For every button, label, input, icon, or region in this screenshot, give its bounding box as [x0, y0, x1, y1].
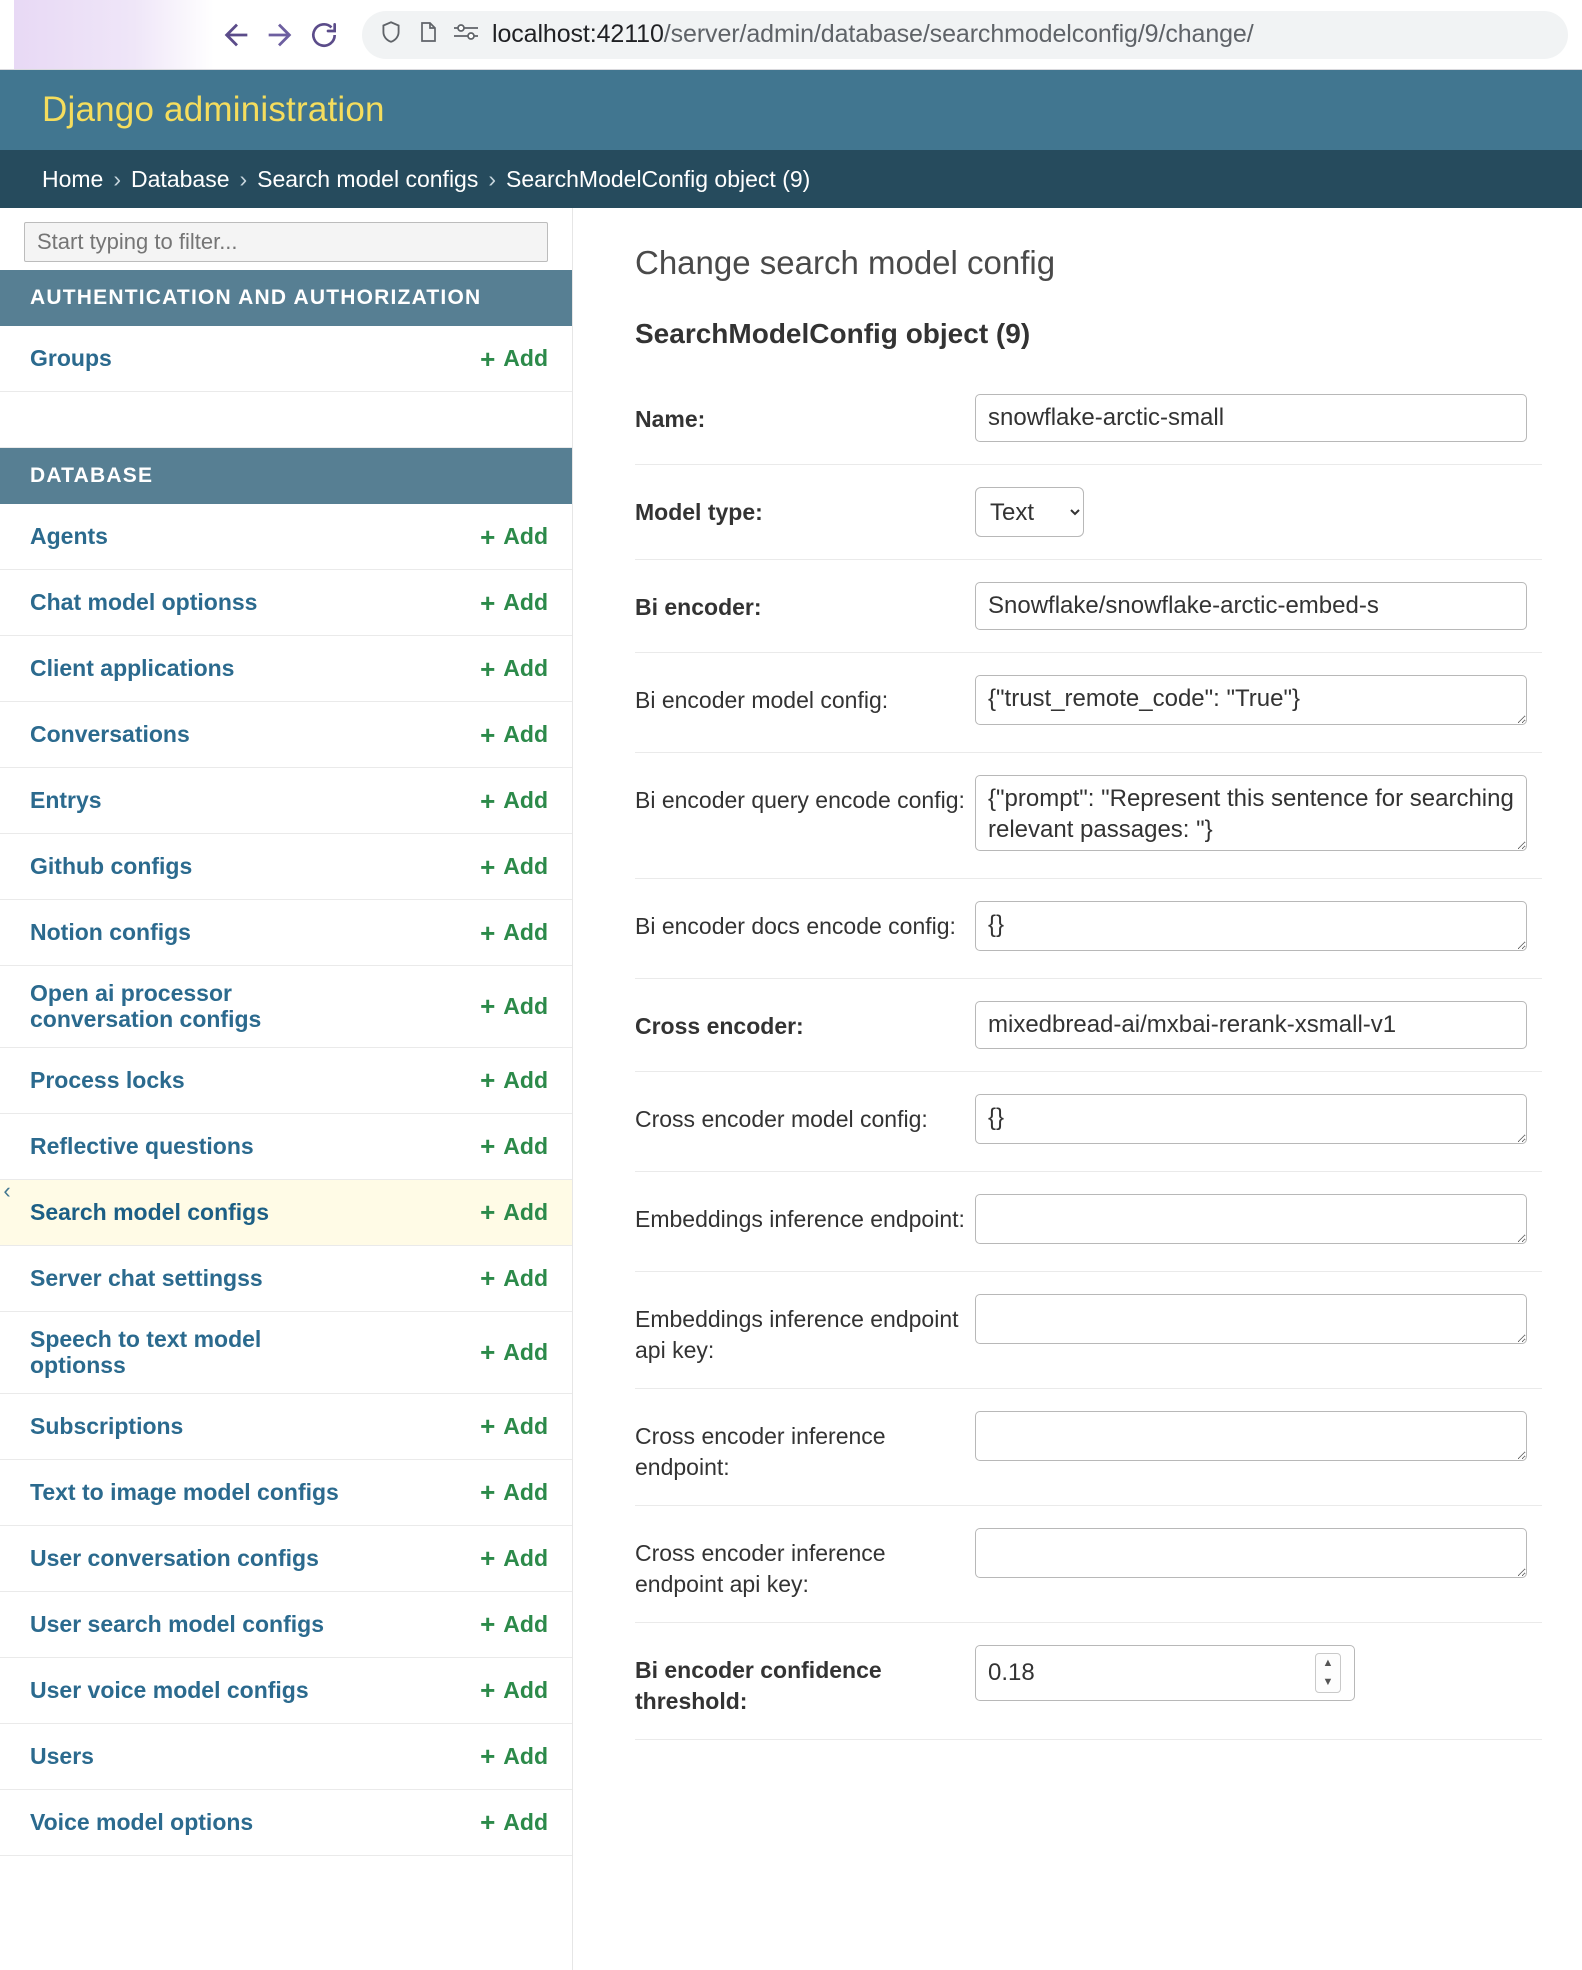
form-row-cross-encoder-inference-endpoint: [635, 1389, 1542, 1506]
plus-icon: +: [480, 1197, 496, 1228]
sidebar-item-label[interactable]: Voice model options: [30, 1809, 254, 1836]
sidebar-add-link[interactable]: [480, 523, 548, 550]
sidebar-item-chat-model-optionss[interactable]: [0, 570, 572, 636]
sidebar-item-server-chat-settingss[interactable]: [0, 1246, 572, 1312]
plus-icon: +: [480, 1807, 496, 1838]
plus-icon: +: [480, 1263, 496, 1294]
field-label-bi-encoder-model-config: Bi encoder model config:: [635, 687, 889, 713]
sidebar-add-label: Add: [503, 853, 548, 879]
sidebar-item-label[interactable]: Server chat settingss: [30, 1265, 263, 1292]
plus-icon: +: [480, 1675, 496, 1706]
arrow-right-icon: [263, 18, 297, 52]
page-body: [0, 208, 1582, 1970]
field-wrapper-cross-encoder: [975, 1001, 1542, 1049]
sidebar-item-user-voice-model-configs[interactable]: [0, 1658, 572, 1724]
form-row-name: [635, 372, 1542, 465]
sidebar-add-link[interactable]: [480, 1677, 548, 1704]
sidebar-add-label: Add: [503, 1132, 548, 1159]
form-row-bi-encoder: [635, 560, 1542, 653]
sidebar-add-label: Add: [503, 589, 548, 615]
sidebar-item-text-to-image-model-configs[interactable]: [0, 1460, 572, 1526]
arrow-left-icon: [219, 18, 253, 52]
form-row-embeddings-inference-endpoint-api-key: [635, 1272, 1542, 1389]
field-label-bi-encoder-docs-encode-config: Bi encoder docs encode config:: [635, 913, 956, 939]
sidebar-item-label[interactable]: Process locks: [30, 1067, 185, 1094]
sidebar-item-label[interactable]: Github configs: [30, 853, 193, 880]
sidebar-add-label: Add: [503, 1198, 548, 1225]
plus-icon: +: [480, 1411, 496, 1442]
form-row-cross-encoder-model-config: [635, 1072, 1542, 1172]
sidebar-add-label: Add: [503, 1544, 548, 1571]
page-icon: [416, 19, 440, 50]
sidebar-add-label: Add: [503, 1676, 548, 1703]
site-header: [0, 70, 1582, 150]
textarea-cross-encoder-inference-endpoint-api-key[interactable]: [975, 1528, 1527, 1578]
plus-icon: +: [480, 785, 496, 816]
breadcrumb-item-1[interactable]: Home: [42, 165, 104, 192]
sidebar-add-link[interactable]: [480, 345, 548, 372]
sidebar-item-search-model-configs[interactable]: [0, 1180, 572, 1246]
field-wrapper-cross-encoder-model-config: [975, 1094, 1542, 1149]
field-label-cross-encoder-inference-endpoint-api-key: Cross encoder inference endpoint api key:: [635, 1540, 886, 1598]
site-title[interactable]: Django administration: [42, 90, 385, 129]
sidebar-item-label[interactable]: Chat model optionss: [30, 589, 258, 616]
sidebar-collapse-toggle[interactable]: [0, 1173, 14, 1209]
back-button[interactable]: [214, 13, 258, 57]
breadcrumb-item-2[interactable]: Database: [131, 165, 230, 192]
field-wrapper-bi-encoder-docs-encode-config: [975, 901, 1542, 956]
plus-icon: +: [480, 719, 496, 750]
input-cross-encoder[interactable]: [975, 1001, 1527, 1049]
sidebar-item-label[interactable]: Entrys: [30, 787, 102, 814]
toolbar-gradient-decoration: [14, 0, 214, 69]
form-row-bi-encoder-docs-encode-config: [635, 879, 1542, 979]
textarea-bi-encoder-model-config[interactable]: [975, 675, 1527, 725]
address-bar[interactable]: [362, 11, 1568, 59]
sidebar-app-caption[interactable]: AUTHENTICATION AND AUTHORIZATION: [0, 270, 572, 326]
url-host: localhost:42110: [492, 20, 664, 48]
textarea-cross-encoder-inference-endpoint[interactable]: [975, 1411, 1527, 1461]
sidebar-item-client-applications[interactable]: [0, 636, 572, 702]
chevron-down-icon[interactable]: ▼: [1322, 1676, 1334, 1689]
sidebar-item-label[interactable]: Client applications: [30, 655, 235, 682]
sidebar-add-link[interactable]: [480, 787, 548, 814]
sidebar: [0, 208, 573, 1970]
page-title: Change search model config: [635, 244, 1056, 281]
plus-icon: +: [480, 1477, 496, 1508]
sidebar-add-link[interactable]: [480, 1339, 548, 1366]
sidebar-add-link[interactable]: [480, 1413, 548, 1440]
browser-toolbar: [0, 0, 1582, 70]
sidebar-item-agents[interactable]: [0, 504, 572, 570]
sidebar-add-link[interactable]: [480, 655, 548, 682]
field-label-bi-encoder: Bi encoder:: [635, 594, 762, 620]
field-label-embeddings-inference-endpoint-api-key: Embeddings inference endpoint api key:: [635, 1306, 959, 1364]
field-wrapper-cross-encoder-inference-endpoint: [975, 1411, 1542, 1466]
sidebar-add-link[interactable]: [480, 853, 548, 880]
form-row-bi-encoder-query-encode-config: [635, 753, 1542, 879]
sidebar-item-user-search-model-configs[interactable]: [0, 1592, 572, 1658]
textarea-embeddings-inference-endpoint[interactable]: [975, 1194, 1527, 1244]
textarea-bi-encoder-query-encode-config[interactable]: [975, 775, 1527, 851]
sidebar-add-label: Add: [503, 1478, 548, 1505]
breadcrumb-separator: ›: [488, 165, 497, 192]
form-row-bi-encoder-confidence-threshold: [635, 1623, 1542, 1740]
sidebar-add-link[interactable]: [480, 1265, 548, 1292]
field-label-model-type: Model type:: [635, 499, 763, 525]
sidebar-add-label: Add: [503, 1808, 548, 1835]
sidebar-add-label: Add: [503, 1742, 548, 1769]
sidebar-item-github-configs[interactable]: [0, 834, 572, 900]
field-label-bi-encoder-query-encode-config: Bi encoder query encode config:: [635, 787, 965, 813]
main-content: [573, 208, 1582, 1970]
sidebar-item-notion-configs[interactable]: [0, 900, 572, 966]
sidebar-add-link[interactable]: [480, 919, 548, 946]
textarea-cross-encoder-model-config[interactable]: [975, 1094, 1527, 1144]
sidebar-add-link[interactable]: [480, 1199, 548, 1226]
sidebar-item-label[interactable]: Notion configs: [30, 919, 191, 946]
plus-icon: +: [480, 1131, 496, 1162]
chevron-left-icon: ‹: [3, 1178, 11, 1203]
sidebar-item-process-locks[interactable]: [0, 1048, 572, 1114]
sidebar-add-label: Add: [503, 655, 548, 681]
plus-icon: +: [480, 653, 496, 684]
sidebar-item-label[interactable]: User conversation configs: [30, 1545, 319, 1572]
breadcrumb: [0, 150, 1582, 208]
chevron-up-icon[interactable]: ▲: [1322, 1657, 1334, 1670]
reload-button[interactable]: [302, 13, 346, 57]
sidebar-add-link[interactable]: [480, 1545, 548, 1572]
sidebar-item-conversations[interactable]: [0, 702, 572, 768]
sidebar-add-link[interactable]: [480, 1067, 548, 1094]
sidebar-item-label[interactable]: Subscriptions: [30, 1413, 184, 1440]
sidebar-item-label[interactable]: Agents: [30, 523, 108, 550]
sidebar-item-label[interactable]: Groups: [30, 345, 112, 372]
field-wrapper-name: [975, 394, 1542, 442]
sidebar-add-link[interactable]: [480, 1133, 548, 1160]
field-wrapper-embeddings-inference-endpoint-api-key: [975, 1294, 1542, 1349]
plus-icon: +: [480, 1065, 496, 1096]
field-wrapper-bi-encoder: [975, 582, 1542, 630]
plus-icon: +: [480, 587, 496, 618]
plus-icon: +: [480, 1609, 496, 1640]
sidebar-add-label: Add: [503, 992, 548, 1019]
field-wrapper-bi-encoder-query-encode-config: [975, 775, 1542, 856]
field-wrapper-bi-encoder-confidence-threshold: [975, 1645, 1542, 1701]
sidebar-add-link[interactable]: [480, 1479, 548, 1506]
field-label-cross-encoder-inference-endpoint: Cross encoder inference endpoint:: [635, 1423, 886, 1481]
sidebar-add-link[interactable]: [480, 721, 548, 748]
sidebar-add-label: Add: [503, 345, 548, 371]
sidebar-add-label: Add: [503, 1412, 548, 1439]
sidebar-add-label: Add: [503, 919, 548, 945]
breadcrumb-separator: ›: [113, 165, 122, 192]
sidebar-app-caption[interactable]: DATABASE: [0, 448, 572, 504]
form-row-embeddings-inference-endpoint: [635, 1172, 1542, 1272]
sidebar-item-speech-to-text-model-optionss[interactable]: [0, 1312, 572, 1394]
sidebar-item-label[interactable]: Reflective questions: [30, 1133, 254, 1160]
number-stepper-bi-encoder-confidence-threshold[interactable]: [1315, 1653, 1341, 1693]
sidebar-add-label: Add: [503, 1338, 548, 1365]
sidebar-add-label: Add: [503, 523, 548, 549]
select-model-type[interactable]: [975, 487, 1084, 537]
sidebar-item-label[interactable]: Conversations: [30, 721, 190, 748]
field-wrapper-embeddings-inference-endpoint: [975, 1194, 1542, 1249]
sidebar-item-label[interactable]: User search model configs: [30, 1611, 324, 1638]
plus-icon: +: [480, 991, 496, 1022]
sidebar-add-link[interactable]: [480, 1743, 548, 1770]
sidebar-add-link[interactable]: [480, 1809, 548, 1836]
shield-icon[interactable]: [378, 19, 404, 50]
breadcrumb-item-4: SearchModelConfig object (9): [506, 165, 811, 192]
permissions-icon[interactable]: [452, 21, 480, 48]
field-label-bi-encoder-confidence-threshold: Bi encoder confidence threshold:: [635, 1657, 882, 1715]
sidebar-item-open-ai-processor-conversation-configs[interactable]: [0, 966, 572, 1048]
form-row-cross-encoder-inference-endpoint-api-key: [635, 1506, 1542, 1623]
sidebar-add-label: Add: [503, 1264, 548, 1291]
textarea-embeddings-inference-endpoint-api-key[interactable]: [975, 1294, 1527, 1344]
sidebar-add-label: Add: [503, 721, 548, 747]
field-label-embeddings-inference-endpoint: Embeddings inference endpoint:: [635, 1206, 965, 1232]
sidebar-item-label[interactable]: Users: [30, 1743, 94, 1770]
sidebar-add-link[interactable]: [480, 993, 548, 1020]
reload-icon: [308, 19, 340, 51]
input-bi-encoder[interactable]: [975, 582, 1527, 630]
sidebar-item-user-conversation-configs[interactable]: [0, 1526, 572, 1592]
input-bi-encoder-confidence-threshold[interactable]: [975, 1645, 1355, 1701]
sidebar-add-label: Add: [503, 1066, 548, 1093]
number-wrapper-bi-encoder-confidence-threshold: [975, 1645, 1355, 1701]
field-wrapper-cross-encoder-inference-endpoint-api-key: [975, 1528, 1542, 1583]
sidebar-item-label[interactable]: Search model configs: [30, 1199, 270, 1226]
field-label-cross-encoder-model-config: Cross encoder model config:: [635, 1106, 928, 1132]
field-label-name: Name:: [635, 406, 706, 432]
form-row-cross-encoder: [635, 979, 1542, 1072]
breadcrumb-separator: ›: [239, 165, 248, 192]
plus-icon: +: [480, 1337, 496, 1368]
plus-icon: +: [480, 343, 496, 374]
sidebar-add-label: Add: [503, 787, 548, 813]
breadcrumb-item-3[interactable]: Search model configs: [257, 165, 479, 192]
sidebar-add-label: Add: [503, 1610, 548, 1637]
plus-icon: +: [480, 917, 496, 948]
textarea-bi-encoder-docs-encode-config[interactable]: [975, 901, 1527, 951]
address-bar-text: [492, 20, 1254, 49]
sidebar-group-spacer: [0, 392, 572, 448]
form-row-model-type: [635, 465, 1542, 560]
object-title: SearchModelConfig object (9): [635, 318, 1031, 349]
sidebar-item-voice-model-options[interactable]: [0, 1790, 572, 1856]
sidebar-item-subscriptions[interactable]: [0, 1394, 572, 1460]
field-label-cross-encoder: Cross encoder:: [635, 1013, 804, 1039]
sidebar-filter-container: [0, 208, 572, 270]
sidebar-item-entrys[interactable]: [0, 768, 572, 834]
form-row-bi-encoder-model-config: [635, 653, 1542, 753]
field-wrapper-bi-encoder-model-config: [975, 675, 1542, 730]
plus-icon: +: [480, 521, 496, 552]
plus-icon: +: [480, 851, 496, 882]
url-path: /server/admin/database/searchmodelconfig/9/change/: [663, 20, 1254, 48]
sidebar-item-groups[interactable]: [0, 326, 572, 392]
sidebar-item-label[interactable]: Open ai processor conversation configs: [30, 980, 262, 1033]
sidebar-item-reflective-questions[interactable]: [0, 1114, 572, 1180]
sidebar-item-label[interactable]: Speech to text model optionss: [30, 1325, 262, 1379]
change-form: [635, 372, 1542, 1740]
sidebar-item-label[interactable]: User voice model configs: [30, 1677, 309, 1704]
plus-icon: +: [480, 1543, 496, 1574]
field-wrapper-model-type: [975, 487, 1542, 537]
sidebar-item-users[interactable]: [0, 1724, 572, 1790]
sidebar-filter-input[interactable]: [24, 222, 548, 262]
plus-icon: +: [480, 1741, 496, 1772]
input-name[interactable]: [975, 394, 1527, 442]
sidebar-add-link[interactable]: [480, 1611, 548, 1638]
sidebar-nav: [0, 270, 572, 1856]
forward-button[interactable]: [258, 13, 302, 57]
sidebar-add-link[interactable]: [480, 589, 548, 616]
sidebar-item-label[interactable]: Text to image model configs: [30, 1479, 339, 1506]
